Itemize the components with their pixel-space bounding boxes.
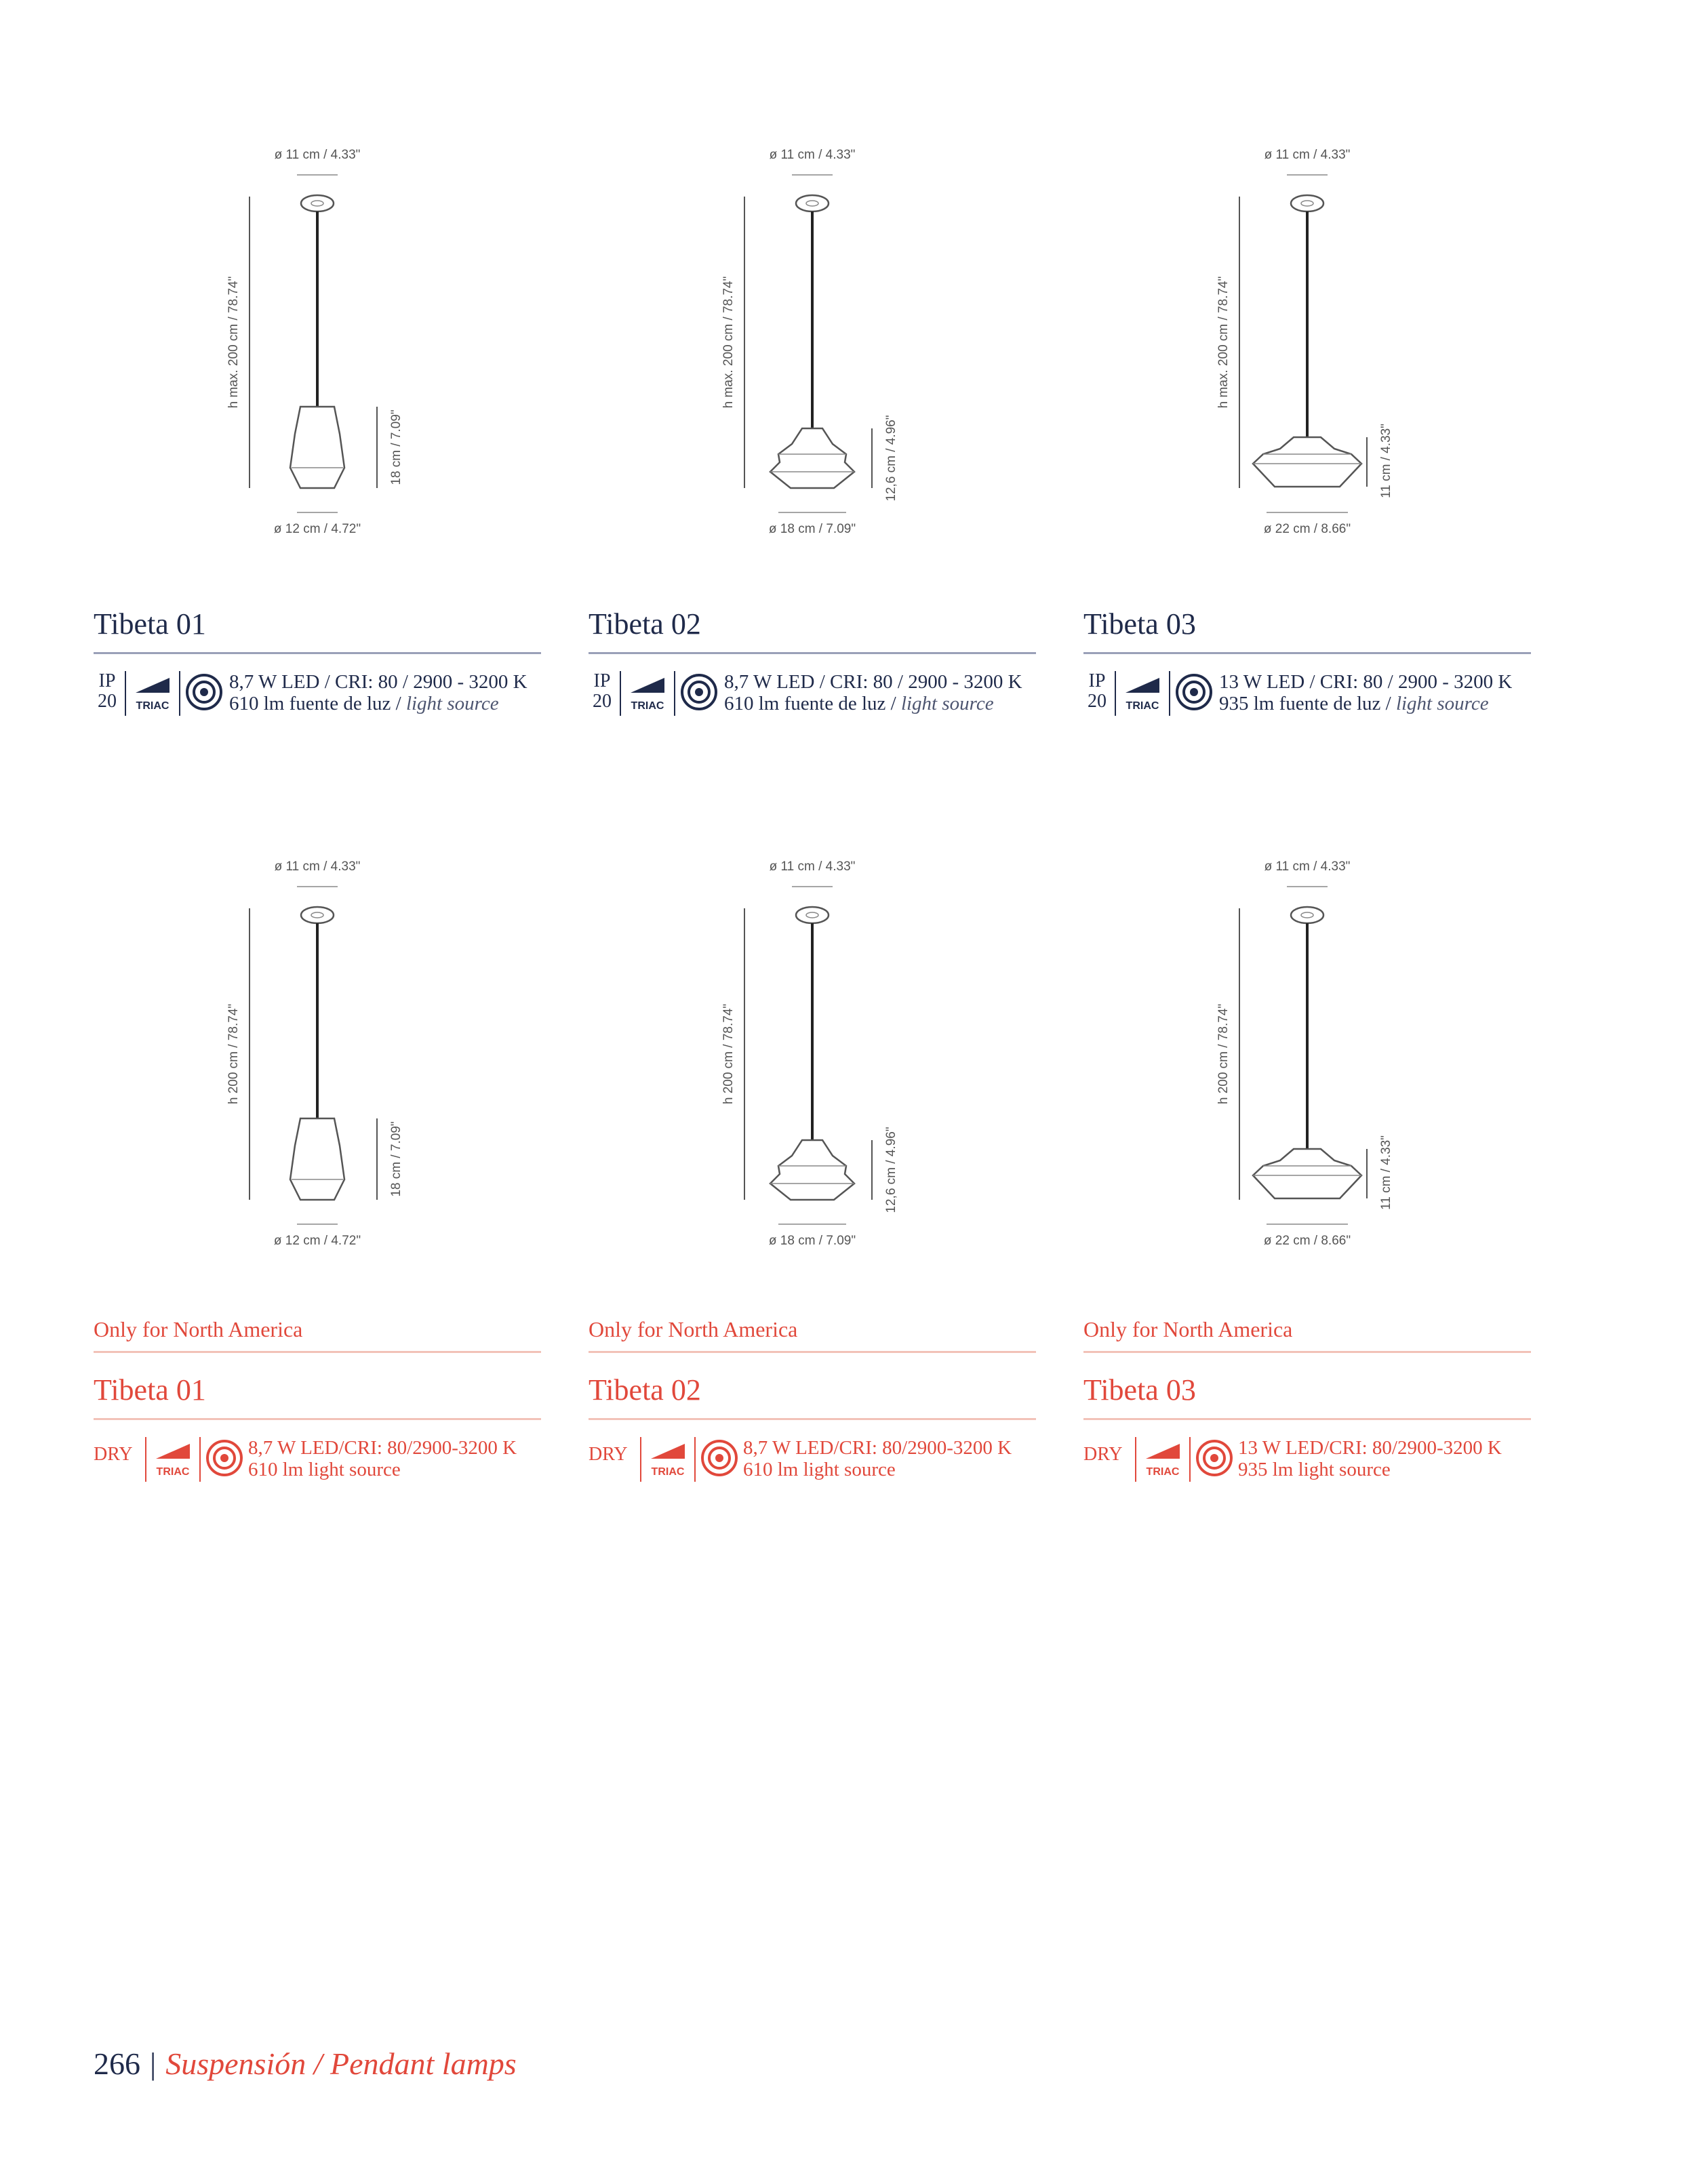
led-light-source-icon [1174,672,1214,712]
svg-text:TRIAC: TRIAC [1146,1466,1180,1478]
triac-dimmable-icon [1120,672,1166,714]
section-title: Suspensión / Pendant lamps [165,2046,517,2081]
region-label: Only for North America [1083,1317,1293,1341]
ip-value: 20 [1088,691,1107,712]
dim-top-diameter: ø 11 cm / 4.33" [769,148,856,162]
ip-rating [1083,671,1111,712]
spec-divider [179,671,180,716]
dry-rating: DRY [94,1444,133,1465]
spec-row [589,671,1036,725]
dim-bottom-diameter: ø 18 cm / 7.09" [768,522,856,536]
dim-top-diameter: ø 11 cm / 4.33" [274,860,361,874]
spec-lumens: 610 lm fuente de luz / light source [724,693,994,714]
spec-power: 13 W LED / CRI: 80 / 2900 - 3200 K [1219,671,1513,693]
title-rule [1083,1418,1531,1420]
spec-power: 8,7 W LED / CRI: 80 / 2900 - 3200 K [229,671,527,693]
spec-divider [694,1437,696,1482]
dim-top-diameter: ø 11 cm / 4.33" [1264,148,1351,162]
region-label: Only for North America [589,1317,798,1341]
dry-rating: DRY [1083,1444,1123,1465]
technical-drawing-tibeta-02-na [589,847,1036,1268]
product-title: Tibeta 02 [589,1373,701,1407]
title-rule [1083,652,1531,654]
dim-bottom-diameter: ø 22 cm / 8.66" [1263,522,1351,536]
ip-rating [94,671,121,712]
dim-bottom-diameter: ø 12 cm / 4.72" [273,1234,361,1248]
led-light-source-icon [679,672,719,712]
triac-dimmable-icon [1140,1438,1187,1480]
svg-text:TRIAC: TRIAC [651,1466,685,1478]
page-footer [94,2046,517,2082]
dim-shade-height: 18 cm / 7.09" [389,1121,403,1197]
product-title: Tibeta 01 [94,1373,206,1407]
dim-shade-height: 12,6 cm / 4.96" [884,415,898,502]
dim-shade-height: 18 cm / 7.09" [389,409,403,485]
triac-dimmable-icon [151,1438,197,1480]
spec-divider [1169,671,1170,716]
product-title: Tibeta 02 [589,607,701,641]
spec-text [229,671,527,714]
led-light-source-icon [1195,1438,1234,1478]
spec-divider [674,671,675,716]
region-rule [94,1351,541,1353]
led-light-source-icon [700,1438,739,1478]
spec-row [94,671,541,725]
dim-shade-height: 11 cm / 4.33" [1379,424,1393,498]
dim-bottom-diameter: ø 12 cm / 4.72" [273,522,361,536]
dim-height: h 200 cm / 78.74" [226,1003,241,1105]
svg-text:TRIAC: TRIAC [1126,700,1159,712]
spec-text [724,671,1022,714]
spec-row [1083,671,1531,725]
dim-height: h max. 200 cm / 78.74" [226,276,241,409]
led-light-source-icon [205,1438,244,1478]
region-rule [589,1351,1036,1353]
spec-row [589,1437,1036,1491]
spec-text [1219,671,1512,714]
product-title: Tibeta 01 [94,607,206,641]
spec-divider [1115,671,1116,716]
dim-height: h max. 200 cm / 78.74" [721,276,736,409]
dim-shade-height: 12,6 cm / 4.96" [884,1127,898,1213]
ip-value: 20 [98,691,117,712]
ip-label: IP [593,670,611,691]
footer-separator: | [150,2046,157,2081]
spec-lumens: 610 lm fuente de luz / light source [229,693,499,714]
technical-drawing-tibeta-02 [589,136,1036,556]
dim-top-diameter: ø 11 cm / 4.33" [769,860,856,874]
title-rule [94,652,541,654]
triac-dimmable-icon [130,672,176,714]
spec-text [1238,1437,1502,1480]
spec-divider [620,671,621,716]
product-title: Tibeta 03 [1083,1373,1196,1407]
technical-drawing-tibeta-01 [94,136,541,556]
spec-text [248,1437,517,1480]
ip-label: IP [1088,670,1106,691]
technical-drawing-tibeta-03-na [1083,847,1531,1268]
title-rule [589,652,1036,654]
led-light-source-icon [184,672,224,712]
region-label: Only for North America [94,1317,303,1341]
dim-height: h 200 cm / 78.74" [1216,1003,1231,1105]
spec-divider [125,671,126,716]
spec-power: 8,7 W LED/CRI: 80/2900-3200 K [743,1437,1012,1459]
ip-label: IP [98,670,116,691]
technical-drawing-tibeta-01-na [94,847,541,1268]
triac-dimmable-icon [625,672,671,714]
spec-row [94,1437,541,1491]
title-rule [94,1418,541,1420]
spec-lumens: 935 lm light source [1238,1459,1391,1480]
svg-text:TRIAC: TRIAC [136,700,170,712]
dim-height: h 200 cm / 78.74" [721,1003,736,1105]
dim-shade-height: 11 cm / 4.33" [1379,1135,1393,1210]
svg-text:TRIAC: TRIAC [631,700,664,712]
spec-row [1083,1437,1531,1491]
spec-divider [1135,1437,1136,1482]
dim-bottom-diameter: ø 18 cm / 7.09" [768,1234,856,1248]
spec-power: 13 W LED/CRI: 80/2900-3200 K [1238,1437,1502,1459]
spec-lumens: 610 lm light source [248,1459,401,1480]
spec-power: 8,7 W LED / CRI: 80 / 2900 - 3200 K [724,671,1022,693]
spec-divider [145,1437,146,1482]
dim-height: h max. 200 cm / 78.74" [1216,276,1231,409]
dry-rating: DRY [589,1444,628,1465]
ip-value: 20 [593,691,612,712]
technical-drawing-tibeta-03 [1083,136,1531,556]
spec-text [743,1437,1012,1480]
spec-lumens: 935 lm fuente de luz / light source [1219,693,1489,714]
product-title: Tibeta 03 [1083,607,1196,641]
dim-top-diameter: ø 11 cm / 4.33" [1264,860,1351,874]
dim-top-diameter: ø 11 cm / 4.33" [274,148,361,162]
triac-dimmable-icon [645,1438,692,1480]
title-rule [589,1418,1036,1420]
svg-text:TRIAC: TRIAC [156,1466,190,1478]
spec-power: 8,7 W LED/CRI: 80/2900-3200 K [248,1437,517,1459]
spec-lumens: 610 lm light source [743,1459,896,1480]
ip-rating [589,671,616,712]
spec-divider [640,1437,641,1482]
spec-divider [1189,1437,1191,1482]
dim-bottom-diameter: ø 22 cm / 8.66" [1263,1234,1351,1248]
page-number: 266 [94,2046,140,2081]
spec-divider [199,1437,201,1482]
region-rule [1083,1351,1531,1353]
